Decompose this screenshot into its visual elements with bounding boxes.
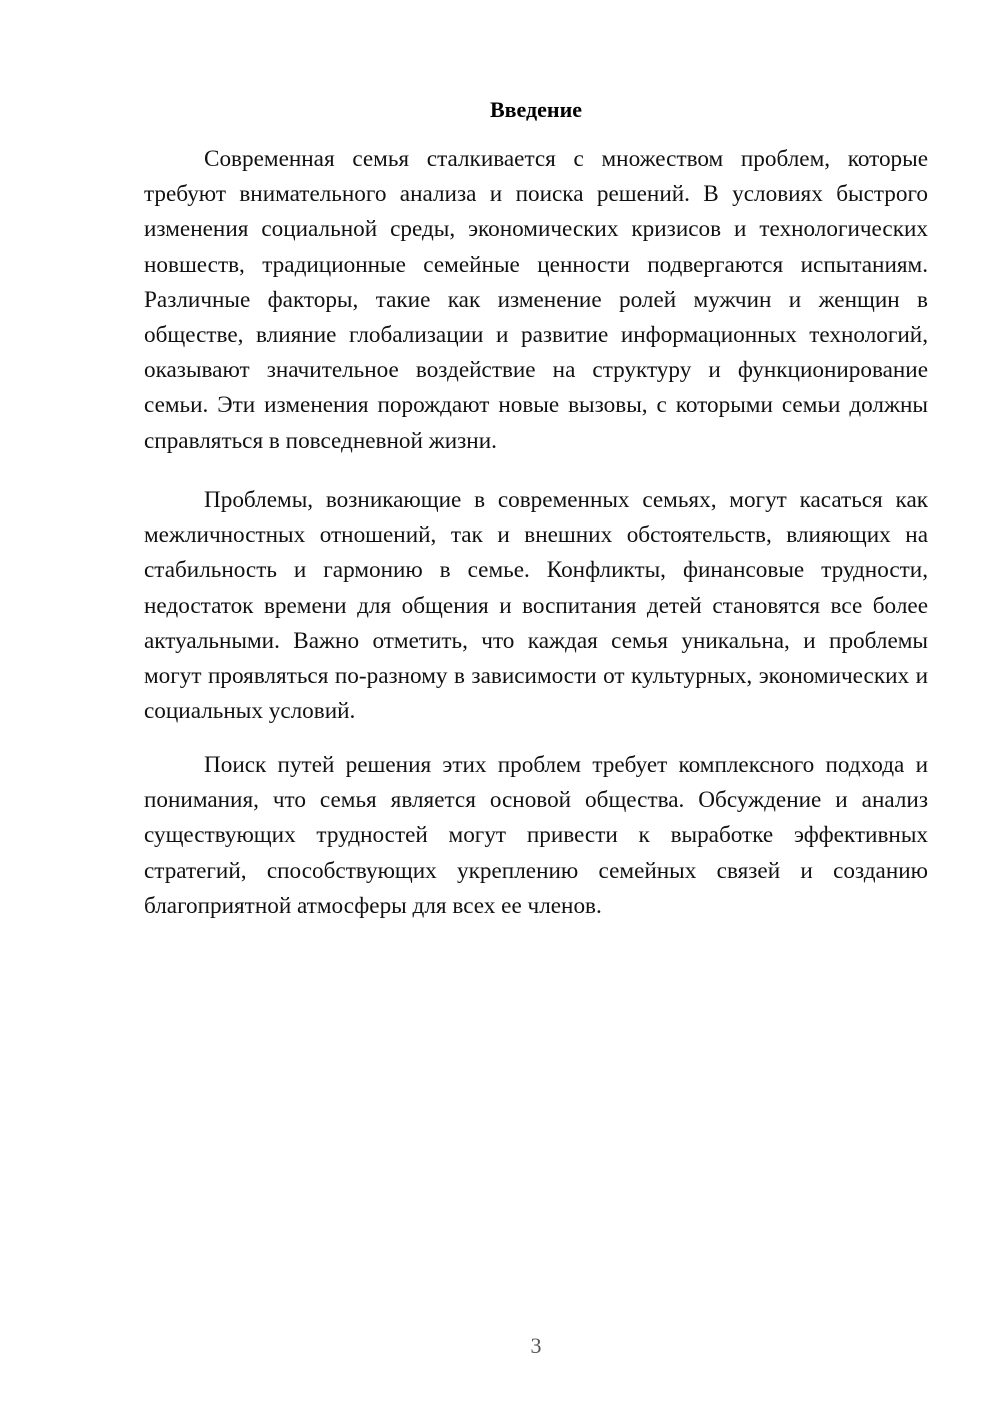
paragraph: Современная семья сталкивается с множеством проблем, которые требуют внимательного анализа и поиска решений. В условиях быстрого изменения социальной среды, экономических кризисов и технологических новшеств, традиционные семейные ценности подвергаются испытаниям. Различные факторы, такие как изменение ролей мужчин и женщин в обществе, влияние глобализации и развитие информационных технологий, оказывают значительное воздействие на структуру и функционирование семьи. Эти изменения порождают новые вызовы, с которыми семьи должны справляться в повседневной жизни.: [144, 146, 928, 454]
paragraph-1-block: [144, 142, 928, 459]
paragraph-2-block: [144, 483, 928, 729]
paragraph-3-block: [144, 748, 928, 924]
paragraph: Поиск путей решения этих проблем требует комплексного подхода и понимания, что семья является основой общества. Обсуждение и анализ существующих трудностей могут привести к выработке эффективных стратегий, способствующих укреплению семейных связей и созданию благоприятной атмосферы для всех ее членов.: [144, 752, 928, 919]
page-number: 3: [530, 1333, 542, 1358]
paragraph: Проблемы, возникающие в современных семьях, могут касаться как межличностных отношений, так и внешних обстоятельств, влияющих на стабильность и гармонию в семье. Конфликты, финансовые трудности, недостаток времени для общения и воспитания детей становятся все более актуальными. Важно отметить, что каждая семья уникальна, и проблемы могут проявляться по-разному в зависимости от культурных, экономических и социальных условий.: [144, 487, 928, 725]
page-title: Введение: [489, 97, 583, 122]
